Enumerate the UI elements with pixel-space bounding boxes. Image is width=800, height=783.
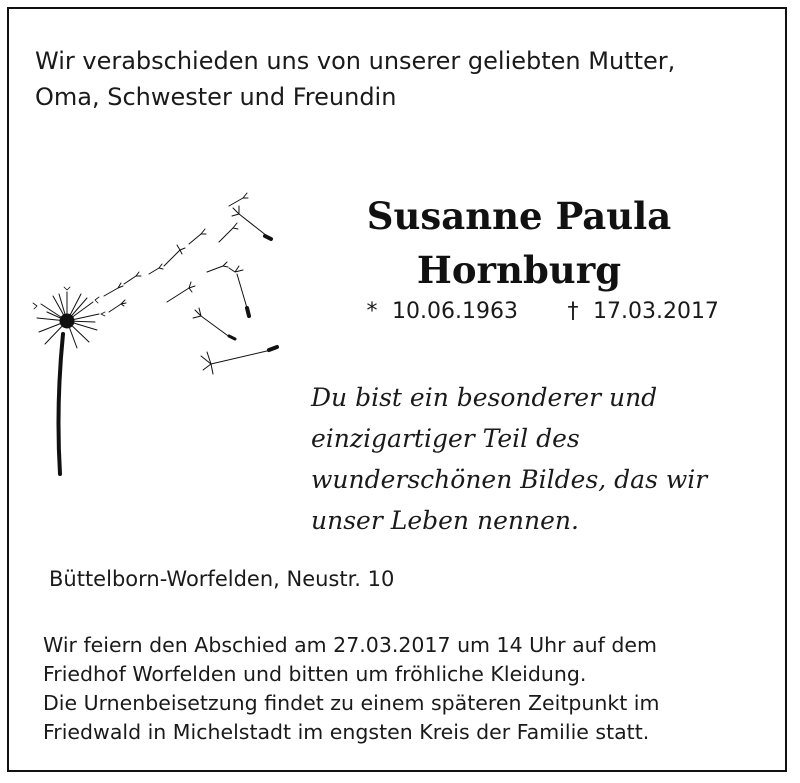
ceremony-line: Friedhof Worfelden und bitten um fröhliche Kleidung. [43,662,587,686]
life-dates [359,299,739,324]
name-last: Hornburg [416,248,622,292]
ceremony-text [43,631,783,747]
address: Büttelborn-Worfelden, Neustr. 10 [49,567,395,591]
ceremony-line: Friedwald in Michelstadt im engsten Kreis der Familie statt. [43,720,650,744]
quote-line: unser Leben nennen. [311,506,579,535]
birth-date: 10.06.1963 [392,299,518,324]
obituary-frame [7,7,787,772]
deceased-name [339,189,699,297]
intro-line: Oma, Schwester und Freundin [35,83,397,111]
birth-symbol: * [366,299,378,324]
death-date: 17.03.2017 [592,299,719,324]
death-symbol: † [567,299,579,324]
dandelion-icon [29,184,289,484]
intro-line: Wir verabschieden uns von unserer geliebten Mutter, [35,47,676,75]
quote-text [311,377,781,541]
quote-line: wunderschönen Bildes, das wir [311,465,708,494]
intro-text [35,43,775,115]
ceremony-line: Die Urnenbeisetzung findet zu einem späteren Zeitpunkt im [43,691,660,715]
quote-line: einzigartiger Teil des [311,424,580,453]
quote-line: Du bist ein besonderer und [311,383,658,412]
name-first: Susanne Paula [366,194,672,238]
ceremony-line: Wir feiern den Abschied am 27.03.2017 um 14 Uhr auf dem [43,633,657,657]
